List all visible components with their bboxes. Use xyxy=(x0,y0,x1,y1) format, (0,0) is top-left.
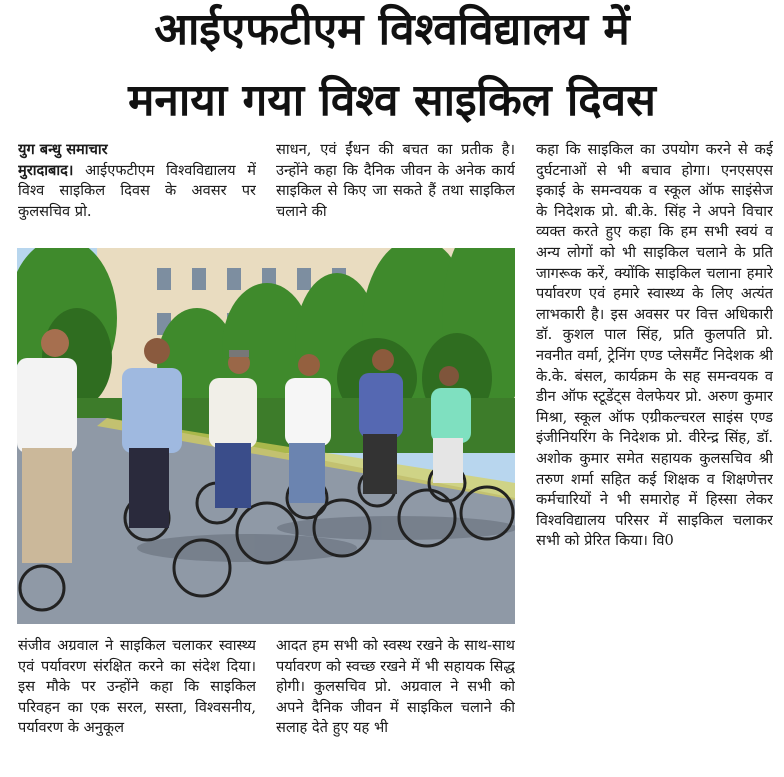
byline: युग बन्धु समाचार xyxy=(18,141,108,158)
headline-line-2: मनाया गया विश्व साइकिल दिवस xyxy=(128,75,656,126)
article-text-col1-bottom: संजीव अग्रवाल ने साइकिल चलाकर स्वास्थ्य एवं पर्यावरण संरक्षित करने का संदेश दिया। इस मौके पर उन्होंने कहा कि साइकिल परिवहन का एक सरल, सस्ता, विश्वसनीय, पर्यावरण के अनुकूल xyxy=(18,637,256,737)
article-column-2-top xyxy=(276,140,515,244)
article-text-col2-bottom: आदत हम सभी को स्वस्थ रखने के साथ-साथ पर्यावरण को स्वच्छ रखने में भी सहायक सिद्ध होगी। कुलसचिव प्रो. अग्रवाल ने सभी को अपने दैनिक जीवन में साइकिल चलाने की सलाह देते हुए यह भी xyxy=(276,637,515,737)
article-text-col3: कहा कि साइकिल का उपयोग करने से कई दुर्घटनाओं से भी बचाव होगा। एनएसएस इकाई के समन्वयक व स्कूल ऑफ साइंसेज के निदेशक प्रो. बी.के. सिंह ने अपने विचार व्यक्त करते हुए कहा कि हम सभी स्वयं व अन्य लोगों को भी साइकिल चलाने के प्रति जागरूक करें, क्योंकि साइकिल चलाना हमारे पर्यावरण एवं हमारे स्वास्थ्य के लिए अत्यंत लाभकारी है। इस अवसर पर वित्त अधिकारी डॉ. कुशल पाल सिंह, प्रति कुलपति प्रो. नवनीत वर्मा, ट्रेनिंग एण्ड प्लेसमैंट निदेशक श्री के.के. बंसल, कार्यक्रम के सह समन्वयक व डीन ऑफ स्टूडेंट्स वेलफेयर प्रो. अरुण कुमार मिश्रा, स्कूल ऑफ एग्रीकल्चरल साइंस एण्ड इंजीनियरिंग के निदेशक प्रो. वीरेन्द्र सिंह, डॉ. अशोक कुमार समेत सहायक कुलसचिव श्री तरुण शर्मा सहित कई शिक्षक व शिक्षणेत्तर कर्मचारियों ने भी समारोह में हिस्सा लेकर विश्वविद्यालय परिसर में साइकिल चलाकर सभी को प्रेरित किया। वि0 xyxy=(536,141,773,550)
article-column-2-bottom xyxy=(276,636,515,777)
cyclists-photo-illustration xyxy=(17,248,515,624)
article-text-col2-top: साधन, एवं ईंधन की बचत का प्रतीक है। उन्होंने कहा कि दैनिक जीवन के अनेक कार्य साइकिल से किए जा सकते हैं तथा साइकिल चलाने की xyxy=(276,141,515,220)
dateline: मुरादाबाद। xyxy=(18,161,74,179)
news-photo xyxy=(17,248,515,624)
article-column-1-bottom xyxy=(18,636,256,777)
article-column-3 xyxy=(536,140,773,777)
headline-line-1: आईएफटीएम विश्वविद्यालय में xyxy=(154,4,630,55)
article-column-1-top xyxy=(18,140,256,244)
article-text-col1-top: आईएफटीएम विश्वविद्यालय में विश्व साइकिल दिवस के अवसर पर कुलसचिव प्रो. xyxy=(18,161,256,220)
